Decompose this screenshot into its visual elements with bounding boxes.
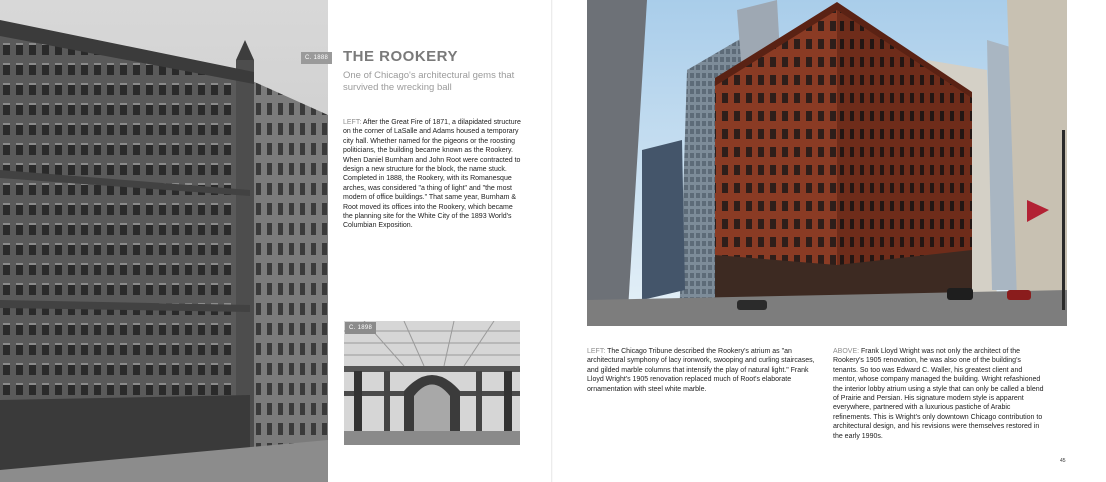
photo-date-tag: C. 1888: [301, 52, 332, 64]
body-lead: LEFT:: [343, 119, 362, 126]
right-page: [553, 0, 1106, 482]
body-text: After the Great Fire of 1871, a dilapidated structure on the corner of LaSalle and Adams housed a temporary city hall. Whether named for the pigeons or the roosting politicians, the building became known as the Rookery. When Daniel Burnham and John Root were contracted to design a new structure for the block, the name stuck. Completed in 1888, the Rookery, with its Romanesque arches, was considered "a thing of light" and "the most modern of office buildings." That same year, Burnham & Root moved its offices into the Rookery, which became the planning site for the White City of the 1893 World's Columbian Exposition.: [343, 119, 521, 230]
page-subtitle: One of Chicago's architectural gems that survived the wrecking ball: [343, 70, 515, 93]
caption-left-lead: LEFT:: [587, 348, 606, 355]
page-number: 45: [1060, 458, 1066, 464]
rookery-historic-photo: [0, 0, 328, 482]
atrium-date-tag: C. 1898: [345, 322, 376, 334]
atrium-caption: [587, 347, 823, 394]
caption-right-text: Frank Lloyd Wright was not only the architect of the Rookery's 1905 renovation, he was also one of the building's tenants. So too was Edward C. Waller, his greatest client and mentor, whose company managed the building. Wright refashioned the interior lobby atrium using a style that can only be called a blend of Prairie and Persian. His signature modern style is apparent everywhere, partnered with a luxurious pastiche of Arabic refinements. This is Wright's only downtown Chicago contribution to architectural design, and his revisions were themselves restored in the early 1990s.: [833, 348, 1044, 440]
page-title: THE ROOKERY: [343, 48, 458, 65]
rookery-modern-photo: [587, 0, 1067, 326]
caption-left-text: The Chicago Tribune described the Rookery's atrium as "an architectural symphony of lacy ironwork, swooping and curling staircases, and gilded marble columns that intensify the play of natural light." Frank Lloyd Wright's 1905 renovation replaced much of Root's elaborate ornamentation with steel white marble.: [587, 348, 815, 393]
modern-photo-caption: [833, 347, 1045, 441]
atrium-historic-photo: [344, 321, 520, 445]
left-body-paragraph: [343, 118, 523, 231]
caption-right-lead: ABOVE:: [833, 348, 860, 355]
